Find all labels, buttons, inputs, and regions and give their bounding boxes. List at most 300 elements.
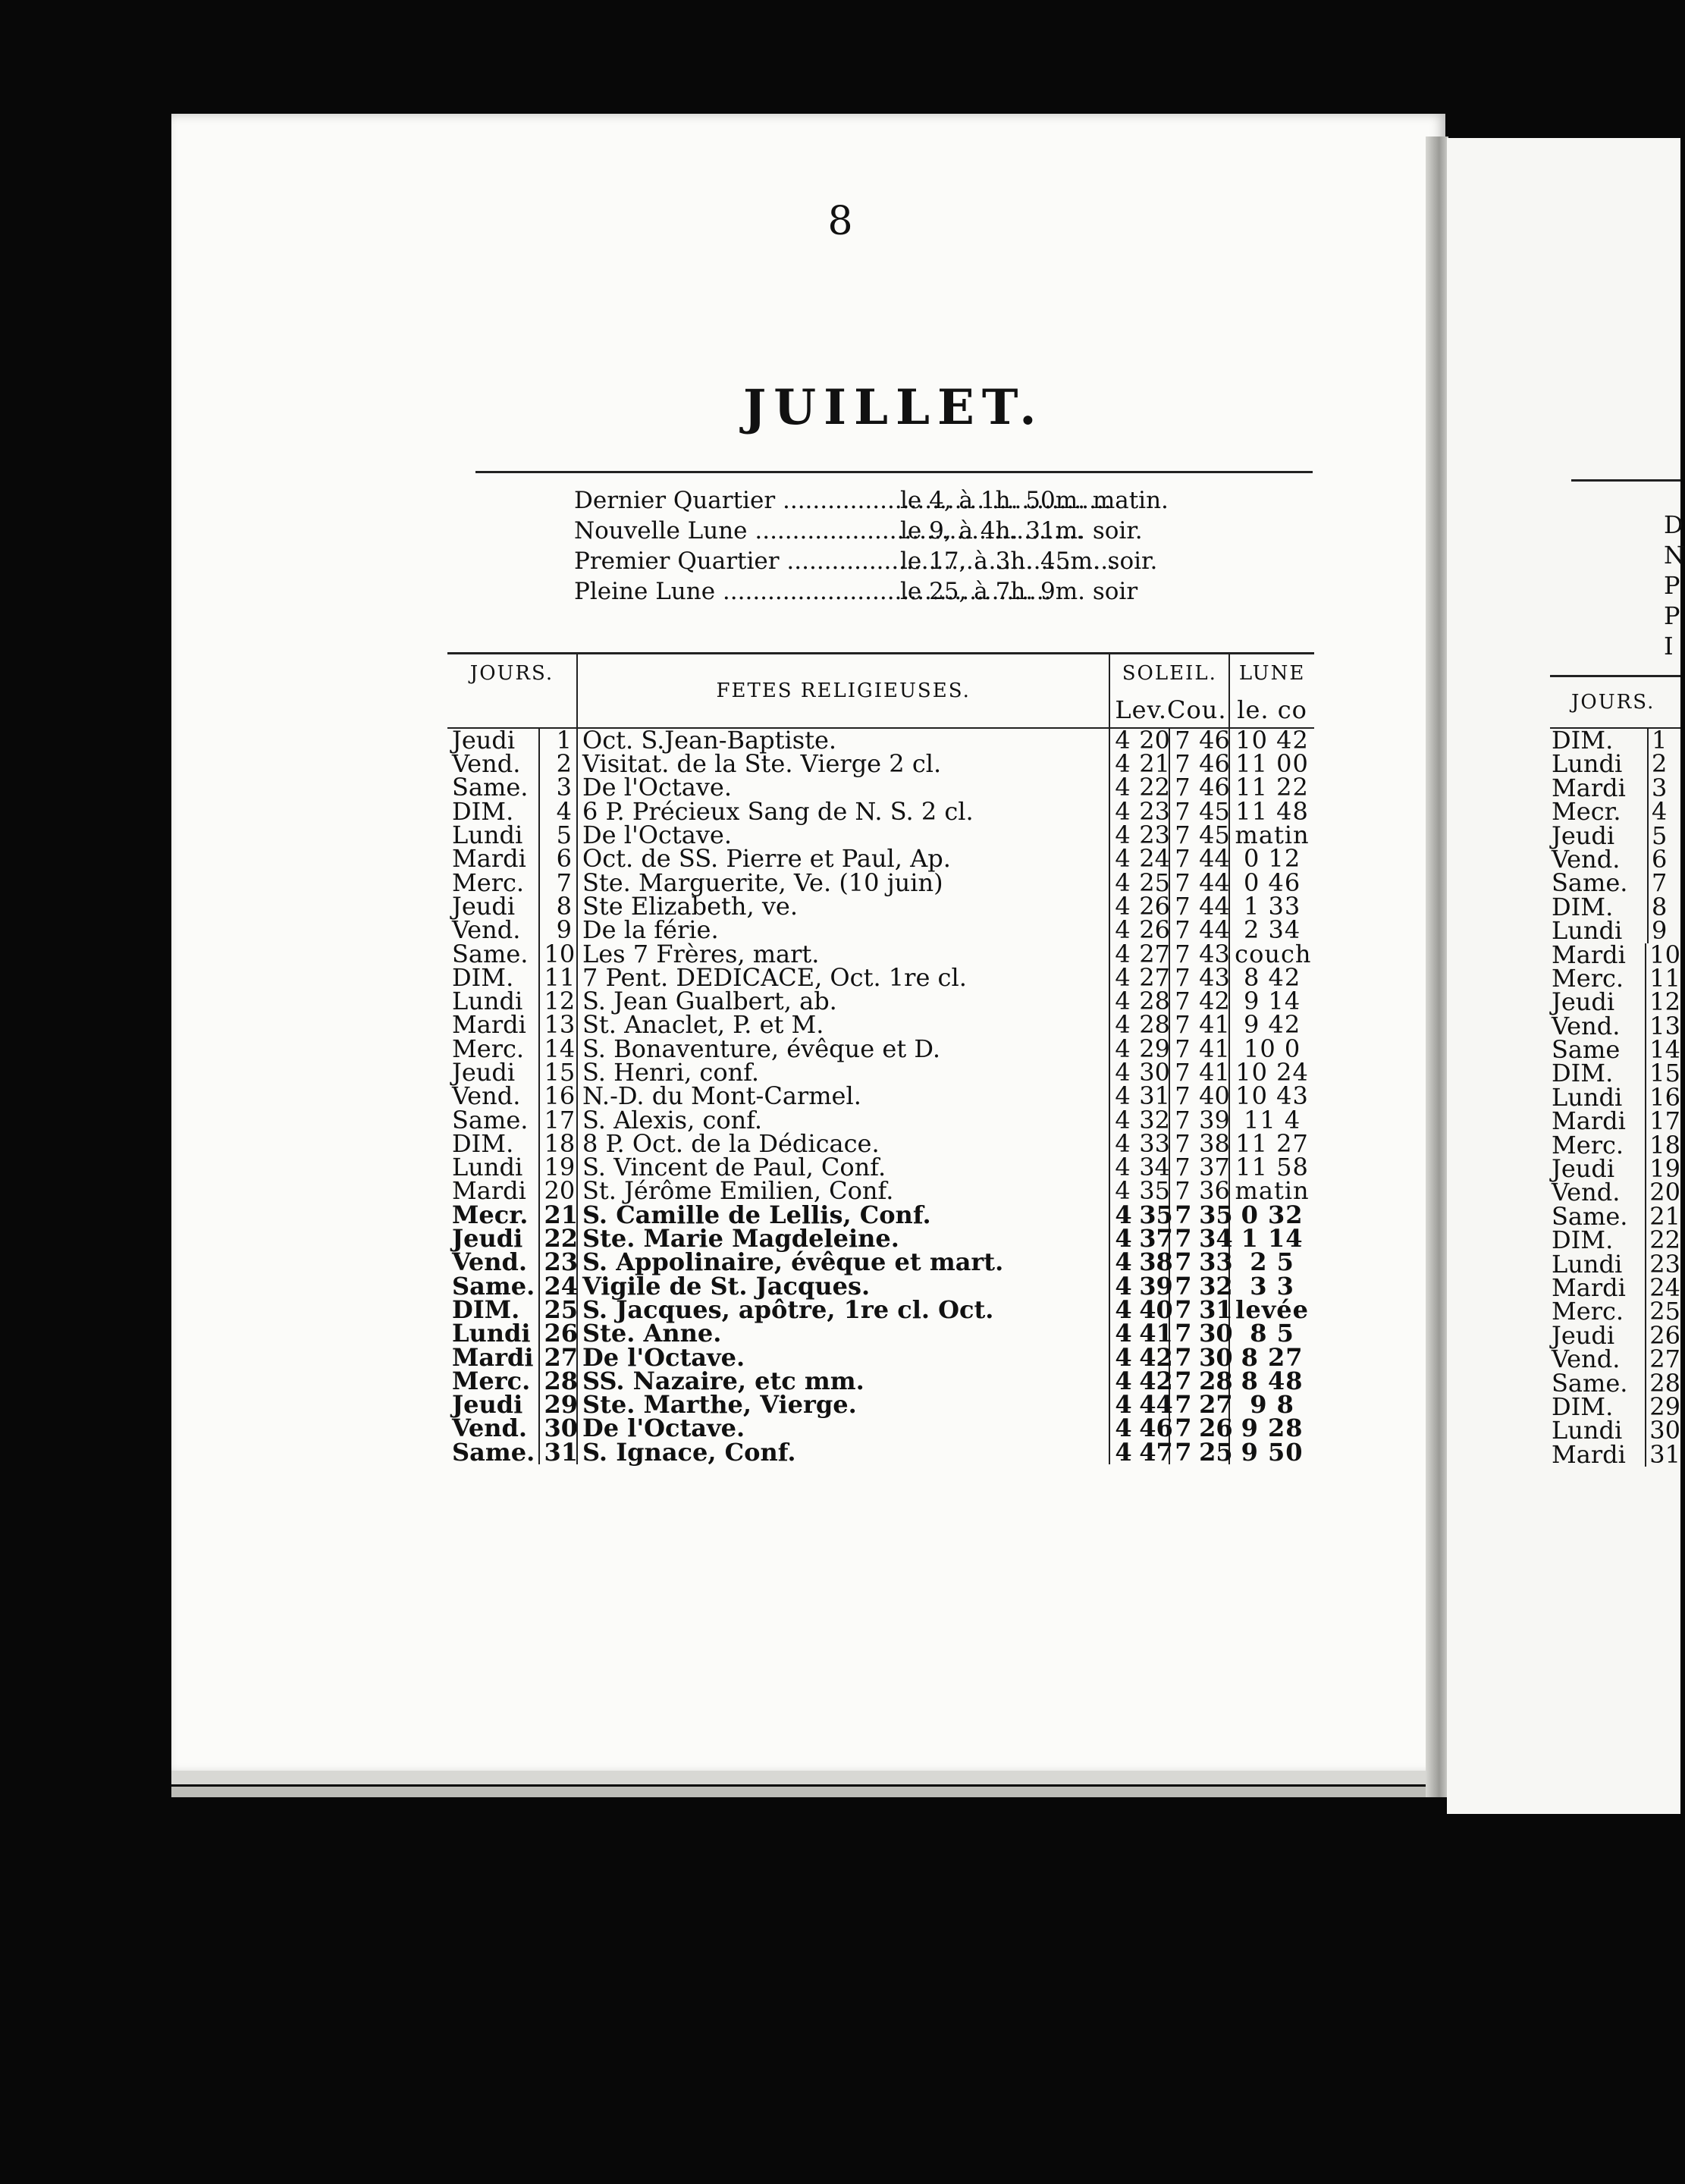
sunrise-minute-cell: 44 [1134,1393,1169,1417]
feast-cell: De l'Octave. [577,1417,1109,1440]
sunrise-hour-cell: 4 [1115,891,1131,921]
sunrise-minute-cell: 28 [1134,990,1169,1013]
sunrise-hour-cell: 4 [1115,987,1131,1016]
facing-date-cell: 4 [1652,797,1668,827]
feast-cell: S. Camille de Lellis, Conf. [577,1203,1109,1227]
feast-cell: SS. Nazaire, etc mm. [577,1370,1109,1393]
sunrise-hour-cell: 4 [1115,1319,1132,1348]
moon-cell: 2 5 [1250,1247,1294,1277]
moon-cell: 9 8 [1250,1390,1294,1420]
facing-day-cell: Lundi [1550,752,1649,776]
moon-cell: 3 3 [1250,1271,1294,1301]
feast-cell: Ste. Marie Magdeleine. [577,1227,1109,1250]
header-jours: JOURS. [447,654,577,693]
date-cell: 22 [539,1227,577,1250]
feast-cell: S. Vincent de Paul, Conf. [577,1156,1109,1179]
day-cell: Mardi [447,1345,539,1369]
table-row [447,1417,1314,1440]
sunset-hour-cell: 7 [1175,1153,1191,1182]
sunset-hour-cell: 7 [1175,915,1191,945]
facing-day-cell: Jeudi [1550,1324,1646,1348]
sunrise-hour-cell: 4 [1115,868,1131,897]
sunrise-hour-cell: 4 [1115,915,1131,945]
facing-date-cell: 15 [1649,1059,1680,1088]
sunrise-hour-cell: 4 [1115,749,1131,779]
sunset-hour-cell: 7 [1175,987,1191,1016]
moon-cell: 1 33 [1243,891,1301,921]
sunset-minute-cell: 28 [1194,1370,1229,1393]
sunrise-hour-cell: 4 [1115,1176,1131,1206]
sunset-hour-cell: 7 [1175,939,1191,968]
facing-table-row [1550,797,1680,827]
date-cell: 19 [539,1156,577,1179]
day-cell: Same. [447,942,539,965]
facing-date-cell: 12 [1649,987,1680,1017]
facing-date-cell: 16 [1649,1082,1680,1112]
sunset-hour-cell: 7 [1175,1247,1192,1277]
sunrise-hour-cell: 4 [1115,1271,1132,1301]
date-cell: 24 [539,1275,577,1298]
sunrise-minute-cell: 38 [1134,1250,1169,1274]
sunset-minute-cell: 46 [1194,752,1229,776]
facing-date-cell: 9 [1652,916,1668,946]
facing-date-cell: 2 [1652,749,1668,779]
sunset-hour-cell: 7 [1175,1224,1192,1254]
facing-day-cell: Merc. [1550,1300,1646,1323]
facing-day-cell: Vend. [1550,1015,1646,1038]
date-cell: 14 [539,1037,577,1061]
facing-day-cell: DIM. [1550,729,1649,752]
date-cell: 31 [539,1441,577,1464]
sunset-minute-cell: 45 [1194,800,1229,824]
sunrise-minute-cell: 46 [1134,1417,1169,1440]
table-row [447,1084,1314,1108]
facing-day-cell: Jeudi [1550,990,1646,1014]
feast-cell: S. Bonaventure, évêque et D. [577,1037,1109,1061]
feast-cell: De l'Octave. [577,1345,1109,1369]
facing-date-cell: 20 [1649,1178,1680,1207]
facing-phase-letter: N [1664,541,1685,570]
sunset-hour-cell: 7 [1175,1176,1191,1206]
facing-date-cell: 5 [1652,821,1668,850]
sunset-hour-cell: 7 [1175,1058,1191,1087]
moon-cell: 11 48 [1235,796,1309,826]
table-row [447,1441,1314,1464]
sunrise-hour-cell: 4 [1115,1010,1131,1040]
sunrise-minute-cell: 23 [1134,824,1169,847]
sunrise-minute-cell: 23 [1134,800,1169,824]
sunrise-minute-cell: 20 [1134,728,1169,752]
sunset-minute-cell: 42 [1194,990,1229,1013]
sunrise-minute-cell: 29 [1134,1037,1169,1061]
day-cell: Same. [447,1441,539,1464]
moon-cell: 11 4 [1243,1105,1301,1134]
sunrise-minute-cell: 26 [1134,918,1169,942]
sunrise-minute-cell: 24 [1134,847,1169,871]
facing-title-rule [1571,479,1680,482]
sunset-hour-cell: 7 [1175,891,1191,921]
facing-date-cell: 7 [1652,868,1668,898]
day-cell: Mecr. [447,1203,539,1227]
header-lune-sub: le. co [1237,695,1307,724]
facing-phase-letters [1664,510,1685,661]
facing-day-cell: DIM. [1550,1228,1646,1252]
calendar-body [447,726,1314,1467]
day-cell: Same. [447,1108,539,1131]
moon-phase-name: Pleine Lune ..... [574,576,900,607]
table-row [447,847,1314,871]
date-cell: 30 [539,1417,577,1440]
sunset-minute-cell: 43 [1194,942,1229,965]
date-cell: 20 [539,1179,577,1203]
facing-date-cell: 17 [1649,1106,1680,1136]
facing-day-cell: DIM. [1550,896,1649,919]
facing-date-cell: 21 [1649,1201,1680,1231]
date-cell: 2 [539,752,577,776]
date-cell: 12 [539,990,577,1013]
facing-date-cell: 6 [1652,844,1668,874]
sunset-hour-cell: 7 [1175,1010,1191,1040]
header-lune: LUNE [1238,662,1306,685]
sunrise-minute-cell: 41 [1134,1322,1169,1345]
page-edge [171,1771,1438,1784]
sunset-minute-cell: 39 [1194,1108,1229,1131]
moon-cell: 2 34 [1243,915,1301,945]
sunset-hour-cell: 7 [1175,1271,1192,1301]
sunrise-minute-cell: 37 [1134,1227,1169,1250]
facing-day-cell: Same [1550,1038,1646,1062]
sunset-minute-cell: 26 [1194,1417,1229,1440]
sunset-hour-cell: 7 [1175,1319,1192,1348]
day-cell: Mardi [447,1179,539,1203]
sunset-hour-cell: 7 [1175,1366,1192,1395]
sunset-minute-cell: 38 [1194,1132,1229,1156]
sunset-hour-cell: 7 [1175,1200,1192,1229]
moon-cell: 9 28 [1241,1414,1304,1443]
moon-phase-row [574,516,1226,546]
feast-cell: 6 P. Précieux Sang de N. S. 2 cl. [577,800,1109,824]
sunset-minute-cell: 33 [1194,1250,1229,1274]
calendar-table [447,652,1314,1467]
date-cell: 8 [539,895,577,918]
date-cell: 27 [539,1345,577,1369]
sunset-hour-cell: 7 [1169,728,1194,752]
facing-day-cell: Mardi [1550,1109,1646,1133]
table-row [447,1013,1314,1037]
sunset-minute-cell: 35 [1194,1203,1229,1227]
sunset-minute-cell: 30 [1194,1322,1229,1345]
feast-cell: 8 P. Oct. de la Dédicace. [577,1132,1109,1156]
day-cell: Mardi [447,847,539,871]
sunset-minute-cell: 43 [1194,966,1229,990]
sunset-hour-cell: 7 [1175,773,1191,802]
date-cell: 13 [539,1013,577,1037]
facing-phase-letter: P [1664,571,1680,600]
date-cell: 17 [539,1108,577,1131]
sunrise-minute-cell: 27 [1134,966,1169,990]
sunset-hour-cell: 7 [1175,749,1191,779]
feast-cell: S. Henri, conf. [577,1061,1109,1084]
facing-calendar-table [1550,675,1680,1467]
day-cell: DIM. [447,800,539,824]
day-cell: Vend. [447,1417,539,1440]
date-cell: 4 [539,800,577,824]
feast-cell: N.-D. du Mont-Carmel. [577,1084,1109,1108]
moon-cell: matin [1235,821,1310,850]
sunset-hour-cell: 7 [1175,868,1191,897]
sunset-minute-cell: 36 [1194,1179,1229,1203]
sunrise-minute-cell: 39 [1134,1275,1169,1298]
sunrise-hour-cell: 4 [1115,796,1131,826]
sunrise-minute-cell: 35 [1134,1203,1169,1227]
day-cell: Merc. [447,1037,539,1061]
facing-day-cell: Vend. [1550,1348,1646,1371]
sunrise-hour-cell: 4 [1115,844,1131,874]
day-cell: DIM. [447,966,539,990]
sunset-minute-cell: 30 [1194,1345,1229,1369]
facing-calendar-body [1550,726,1680,1469]
day-cell: Lundi [447,990,539,1013]
day-cell: Merc. [447,871,539,894]
facing-date-cell: 8 [1652,892,1668,921]
facing-day-cell: Merc. [1550,967,1646,990]
date-cell: 25 [539,1298,577,1322]
day-cell: Mardi [447,1013,539,1037]
moon-cell: 10 24 [1235,1058,1309,1087]
facing-table-row [1550,1345,1680,1374]
facing-date-cell: 29 [1649,1392,1680,1421]
facing-day-cell: Mecr. [1550,800,1649,824]
sunrise-hour-cell: 4 [1115,1200,1132,1229]
moon-cell: 0 32 [1241,1200,1304,1229]
facing-date-cell: 30 [1649,1416,1680,1445]
facing-date-cell: 18 [1649,1130,1680,1159]
moon-phase-detail: le 4, à 1h. 50m. matin. [900,487,1169,514]
date-cell: 3 [539,776,577,799]
sunset-minute-cell: 40 [1194,1084,1229,1108]
book-spine [1426,136,1448,1797]
sunrise-minute-cell: 28 [1134,1013,1169,1037]
feast-cell: Les 7 Frères, mart. [577,942,1109,965]
moon-cell: 8 48 [1241,1366,1304,1395]
sunrise-minute-cell: 42 [1134,1370,1169,1393]
date-cell: 15 [539,1061,577,1084]
facing-phase-letter: D [1664,510,1683,539]
sunset-hour-cell: 7 [1175,796,1191,826]
sunrise-minute-cell: 33 [1134,1132,1169,1156]
facing-day-cell: Merc. [1550,1134,1646,1157]
feast-cell: De la férie. [577,918,1109,942]
facing-date-cell: 11 [1649,963,1680,993]
day-cell: Vend. [447,1084,539,1108]
feast-cell: Ste Elizabeth, ve. [577,895,1109,918]
moon-phase-detail: le 25, à 7h. 9m. soir [900,578,1138,605]
facing-table-row [1550,1416,1680,1445]
date-cell: 18 [539,1132,577,1156]
facing-date-cell: 31 [1649,1439,1680,1469]
facing-date-cell: 23 [1649,1249,1680,1279]
facing-day-cell: Lundi [1550,919,1649,943]
date-cell: 21 [539,1203,577,1227]
facing-table-row [1550,916,1680,946]
facing-date-cell: 26 [1649,1320,1680,1350]
sunset-hour-cell: 7 [1175,1342,1192,1372]
title-rule [475,471,1313,473]
sunrise-hour-cell: 4 [1115,1224,1132,1254]
feast-cell: St. Anaclet, P. et M. [577,1013,1109,1037]
facing-day-cell: Mardi [1550,777,1649,800]
facing-table-row [1550,1106,1680,1136]
moon-phase-name: Premier Quartier ..... [574,546,900,576]
facing-date-cell: 13 [1649,1011,1680,1040]
feast-cell: De l'Octave. [577,776,1109,799]
facing-day-cell: Jeudi [1550,1157,1646,1181]
facing-day-cell: Vend. [1550,1181,1646,1204]
date-cell: 1 [539,728,577,752]
table-row [447,1322,1314,1345]
table-row [447,918,1314,942]
sunrise-hour-cell: 4 [1115,1366,1132,1395]
moon-phase-row [574,485,1226,516]
moon-phase-detail: le 9, à 4h. 31m. soir. [900,517,1143,544]
day-cell: DIM. [447,1132,539,1156]
sunrise-minute-cell: 27 [1134,942,1169,965]
date-cell: 23 [539,1250,577,1274]
sunrise-hour-cell: 4 [1115,1153,1131,1182]
day-cell: Vend. [447,918,539,942]
header-soleil: SOLEIL. [1109,654,1229,693]
feast-cell: Ste. Marguerite, Ve. (10 juin) [577,871,1109,894]
facing-date-cell: 19 [1649,1154,1680,1184]
sunrise-hour-cell: 4 [1115,1342,1132,1372]
moon-cell: 0 46 [1243,868,1301,897]
day-cell: Vend. [447,1250,539,1274]
day-cell: Merc. [447,1370,539,1393]
sunset-minute-cell: 31 [1194,1298,1229,1322]
feast-cell: 7 Pent. DEDICACE, Oct. 1re cl. [577,966,1109,990]
facing-date-cell: 10 [1649,940,1680,969]
facing-date-cell: 25 [1649,1297,1680,1326]
sunrise-hour-cell: 4 [1115,962,1131,992]
facing-day-cell: Jeudi [1550,824,1649,848]
sunrise-hour-cell: 4 [1115,1081,1131,1111]
date-cell: 7 [539,871,577,894]
moon-cell: 11 58 [1235,1153,1309,1182]
day-cell: Jeudi [447,895,539,918]
facing-date-cell: 24 [1649,1272,1680,1302]
facing-date-cell: 22 [1649,1225,1680,1255]
header-soleil-sub: Lev.Cou. [1109,692,1229,728]
facing-table-row [1550,987,1680,1017]
sunset-minute-cell: 32 [1194,1275,1229,1298]
table-row [447,942,1314,965]
day-cell: Lundi [447,1322,539,1345]
feast-cell: Vigile de St. Jacques. [577,1275,1109,1298]
sunset-minute-cell: 44 [1194,847,1229,871]
sunrise-hour-cell: 4 [1115,1128,1131,1158]
date-cell: 11 [539,966,577,990]
sunset-minute-cell: 44 [1194,918,1229,942]
sunrise-minute-cell: 47 [1134,1441,1169,1464]
sunset-minute-cell: 37 [1194,1156,1229,1179]
page-edge-lower [171,1787,1430,1797]
moon-cell: 0 12 [1243,844,1301,874]
moon-cell: 1 14 [1241,1224,1304,1254]
sunset-hour-cell: 7 [1175,844,1191,874]
sunset-hour-cell: 7 [1175,962,1191,992]
facing-table-row [1550,1439,1680,1469]
moon-phases [574,485,1226,607]
sunrise-hour-cell: 4 [1115,773,1131,802]
moon-cell: levée [1235,1294,1309,1324]
sunrise-minute-cell: 34 [1134,1156,1169,1179]
page-number: 8 [827,199,853,244]
facing-date-cell: 3 [1652,773,1668,802]
day-cell: Jeudi [447,1227,539,1250]
facing-day-cell: Lundi [1550,1086,1646,1109]
facing-day-cell: Same. [1550,1372,1646,1395]
moon-phase-row [574,546,1226,576]
facing-table-row [1550,1225,1680,1255]
sunset-hour-cell: 7 [1175,1437,1192,1467]
facing-day-cell: Same. [1550,1205,1646,1228]
facing-date-cell: 1 [1652,726,1668,755]
facing-day-cell: Lundi [1550,1419,1646,1442]
day-cell: DIM. [447,1298,539,1322]
moon-cell: 8 5 [1250,1319,1294,1348]
feast-cell: S. Alexis, conf. [577,1108,1109,1131]
sunset-hour-cell: 7 [1175,821,1191,850]
table-row [447,776,1314,799]
feast-cell: De l'Octave. [577,824,1109,847]
header-jours-spacer [447,692,577,728]
sunrise-minute-cell: 25 [1134,871,1169,894]
moon-cell: 10 43 [1235,1081,1309,1111]
sunset-minute-cell: 44 [1194,871,1229,894]
date-cell: 5 [539,824,577,847]
moon-cell: 9 50 [1241,1437,1304,1467]
sunrise-hour-cell: 4 [1115,821,1131,850]
sunset-hour-cell: 7 [1175,1414,1192,1443]
sunset-hour-cell: 7 [1175,1034,1191,1063]
facing-day-cell: Lundi [1550,1253,1646,1276]
moon-phase-name: Dernier Quartier ..... [574,485,900,516]
sunset-minute-cell: 46 [1194,776,1229,799]
sunset-minute-cell: 25 [1194,1441,1229,1464]
facing-day-cell: Same. [1550,871,1649,895]
day-cell: Vend. [447,752,539,776]
feast-cell: Oct. de SS. Pierre et Paul, Ap. [577,847,1109,871]
moon-cell: matin [1235,1176,1310,1206]
sunrise-minute-cell: 26 [1134,895,1169,918]
sunrise-hour-cell: 4 [1115,1105,1131,1134]
facing-phase-letter: I [1664,632,1674,661]
facing-day-cell: Mardi [1550,943,1646,967]
table-row [447,1250,1314,1274]
sunset-minute-cell: 44 [1194,895,1229,918]
date-cell: 28 [539,1370,577,1393]
sunrise-hour-cell: 4 [1115,1247,1132,1277]
sunrise-hour-cell: 4 [1109,728,1134,752]
sunrise-minute-cell: 35 [1134,1179,1169,1203]
moon-cell: 10 42 [1229,728,1314,752]
facing-day-cell: DIM. [1550,1395,1646,1419]
moon-cell: 11 22 [1235,773,1309,802]
moon-cell: 11 27 [1235,1128,1309,1158]
sunset-hour-cell: 7 [1175,1105,1191,1134]
sunset-hour-cell: 7 [1175,1128,1191,1158]
moon-cell: 8 42 [1243,962,1301,992]
